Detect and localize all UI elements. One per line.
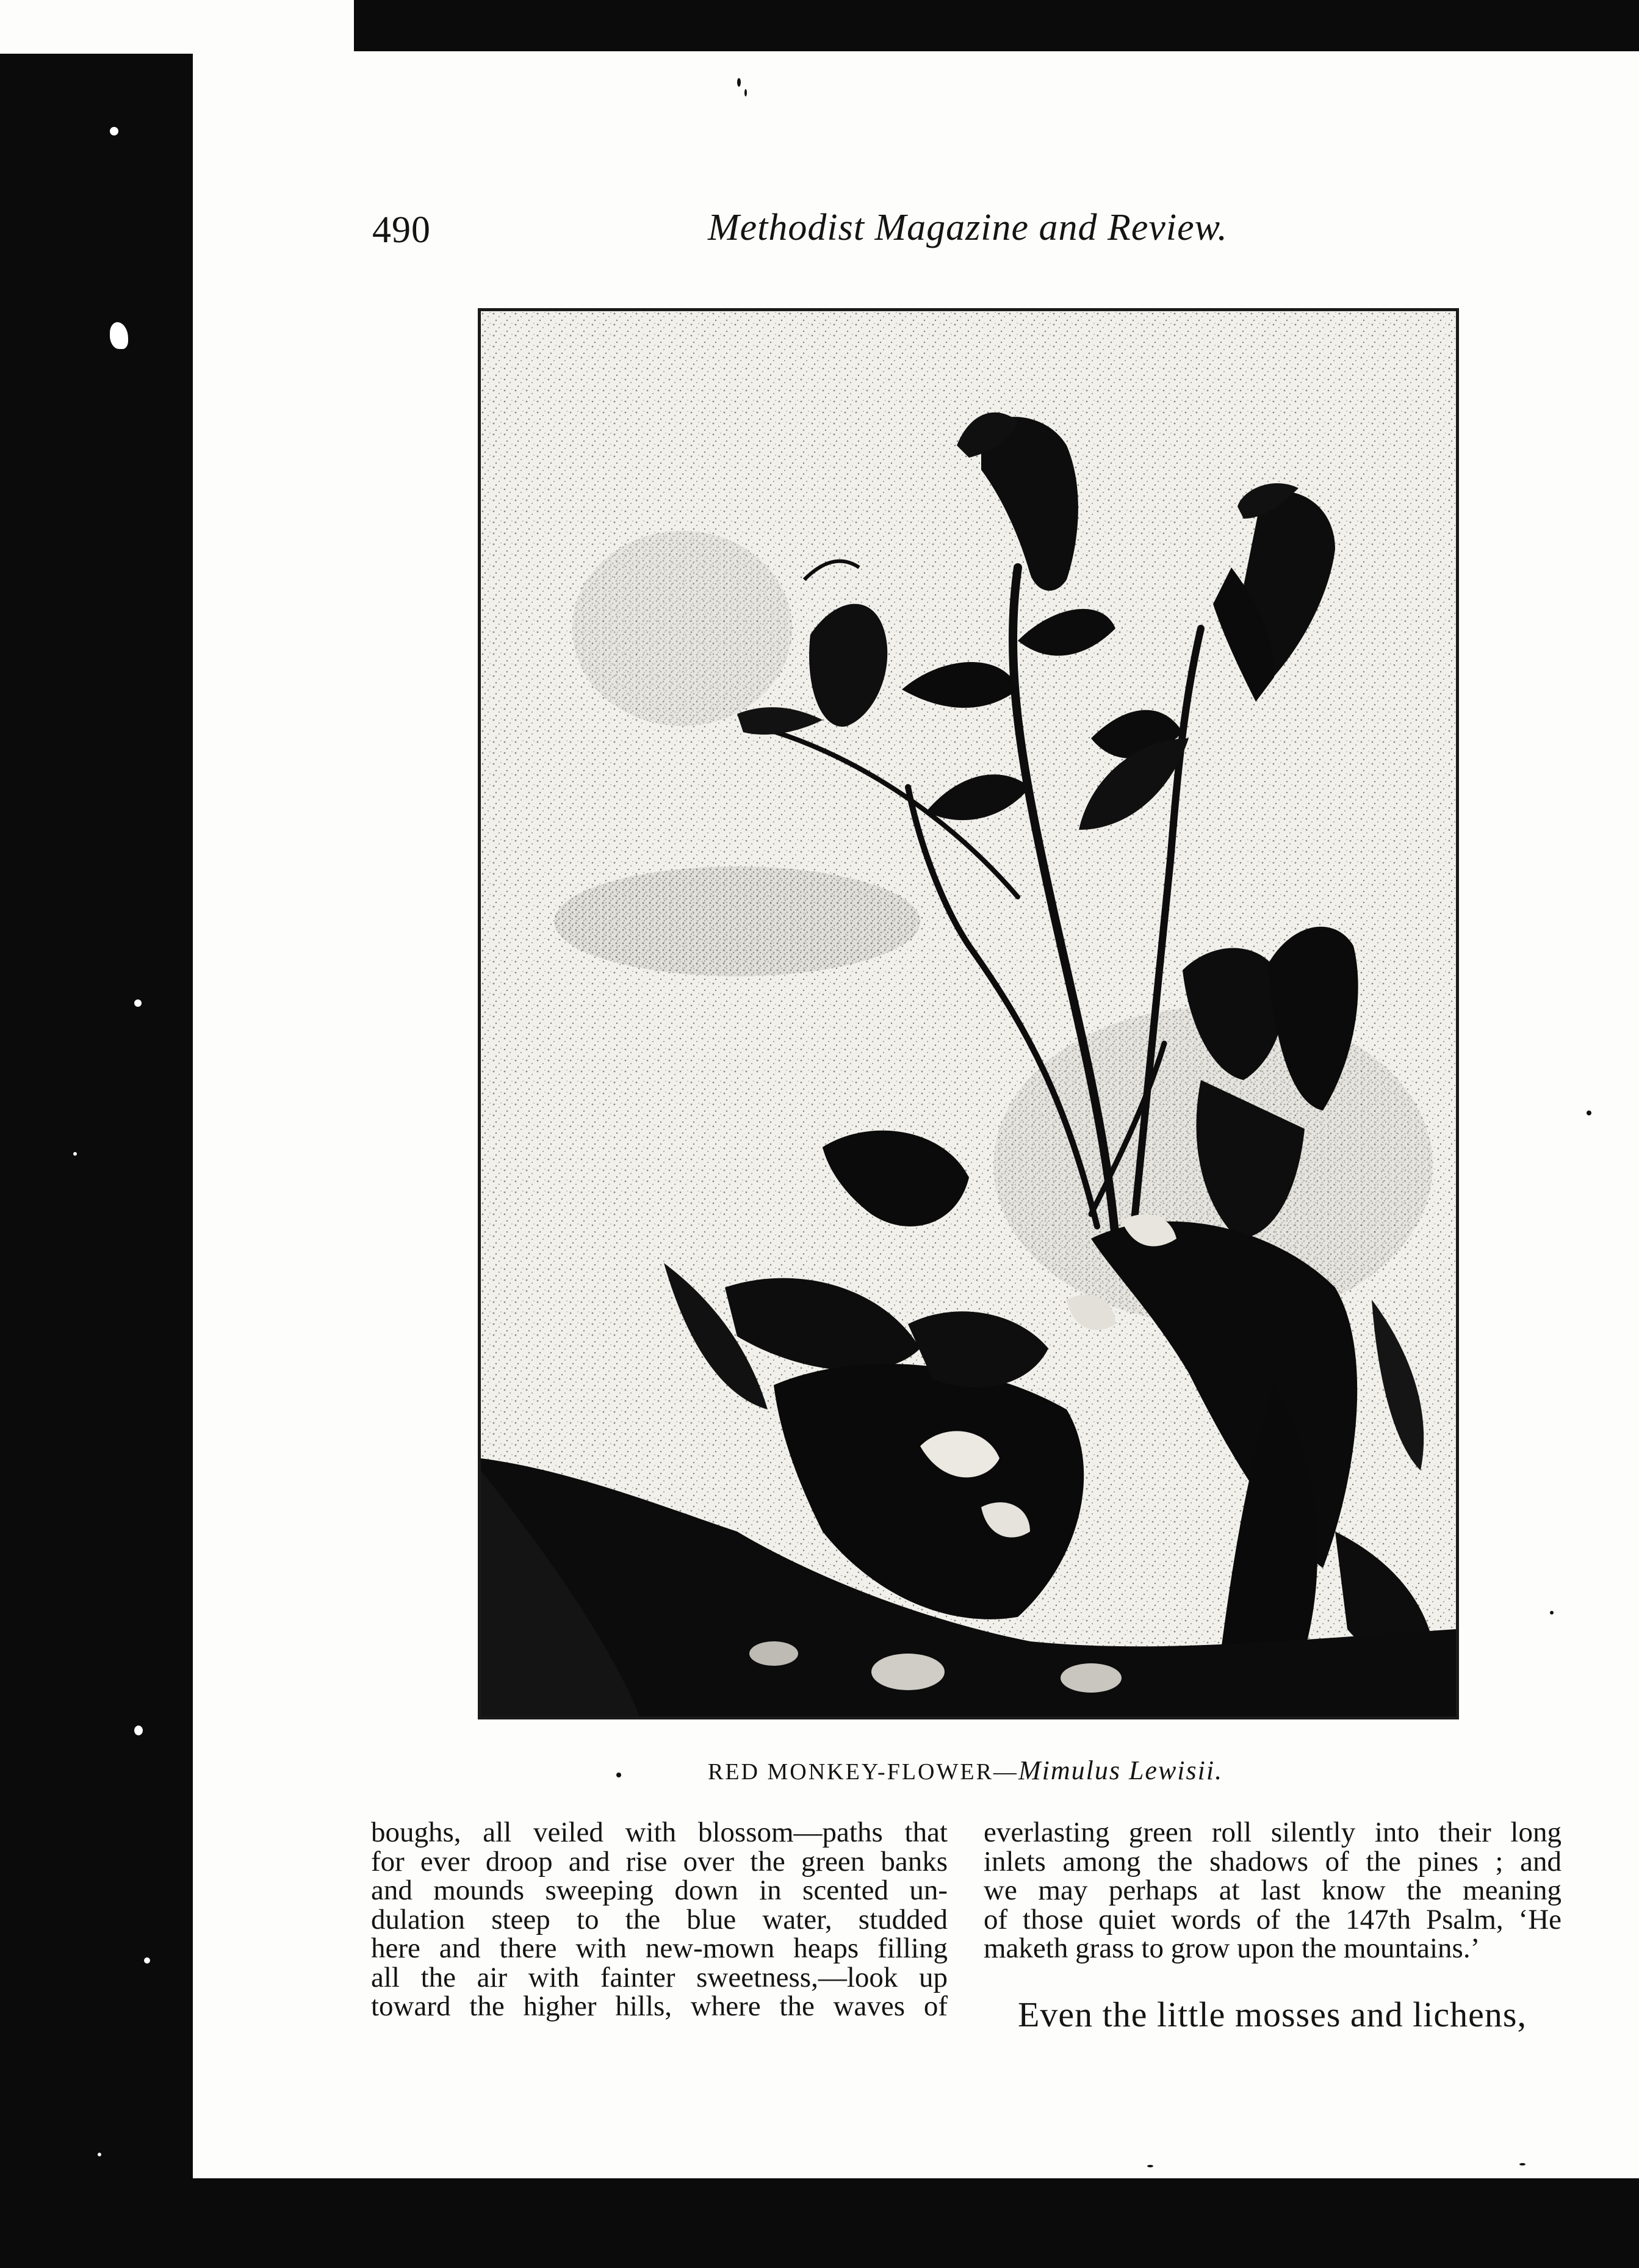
scan-border-top [354,0,1639,51]
text-line: for ever droop and rise over the green banks [371,1845,948,1877]
page-number: 490 [372,209,431,251]
running-title: Methodist Magazine and Review. [708,207,1228,248]
body-column-left [371,1818,948,2021]
scan-border-left [0,54,193,2268]
text-line: everlasting green roll silently into their long [984,1816,1562,1848]
body-column-right [984,1818,1562,1964]
scan-border-bottom [165,2178,1639,2268]
paragraph-start: Even the little mosses and lichens, [1018,1995,1527,2034]
figure-caption [708,1755,1223,1786]
text-line: and mounds sweeping down in scented un- [371,1874,948,1906]
caption-common-name: RED MONKEY-FLOWER— [708,1759,1018,1785]
text-line: all the air with fainter sweetness,—look up [371,1961,948,1993]
text-line: boughs, all veiled with blossom—paths that [371,1816,948,1848]
text-line: maketh grass to grow upon the mountains.’ [984,1932,1480,1964]
text-line: inlets among the shadows of the pines ; and [984,1845,1562,1877]
text-line: dulation steep to the blue water, studded [371,1903,948,1935]
text-line: of those quiet words of the 147th Psalm, ‘He [984,1903,1562,1935]
botanical-plate-illustration [478,308,1459,1719]
text-line: toward the higher hills, where the waves of [371,1990,948,2022]
text-line: we may perhaps at last know the meaning [984,1874,1562,1906]
caption-latin-name: Mimulus Lewisii. [1018,1755,1223,1785]
text-line: here and there with new-mown heaps filling [371,1932,948,1964]
